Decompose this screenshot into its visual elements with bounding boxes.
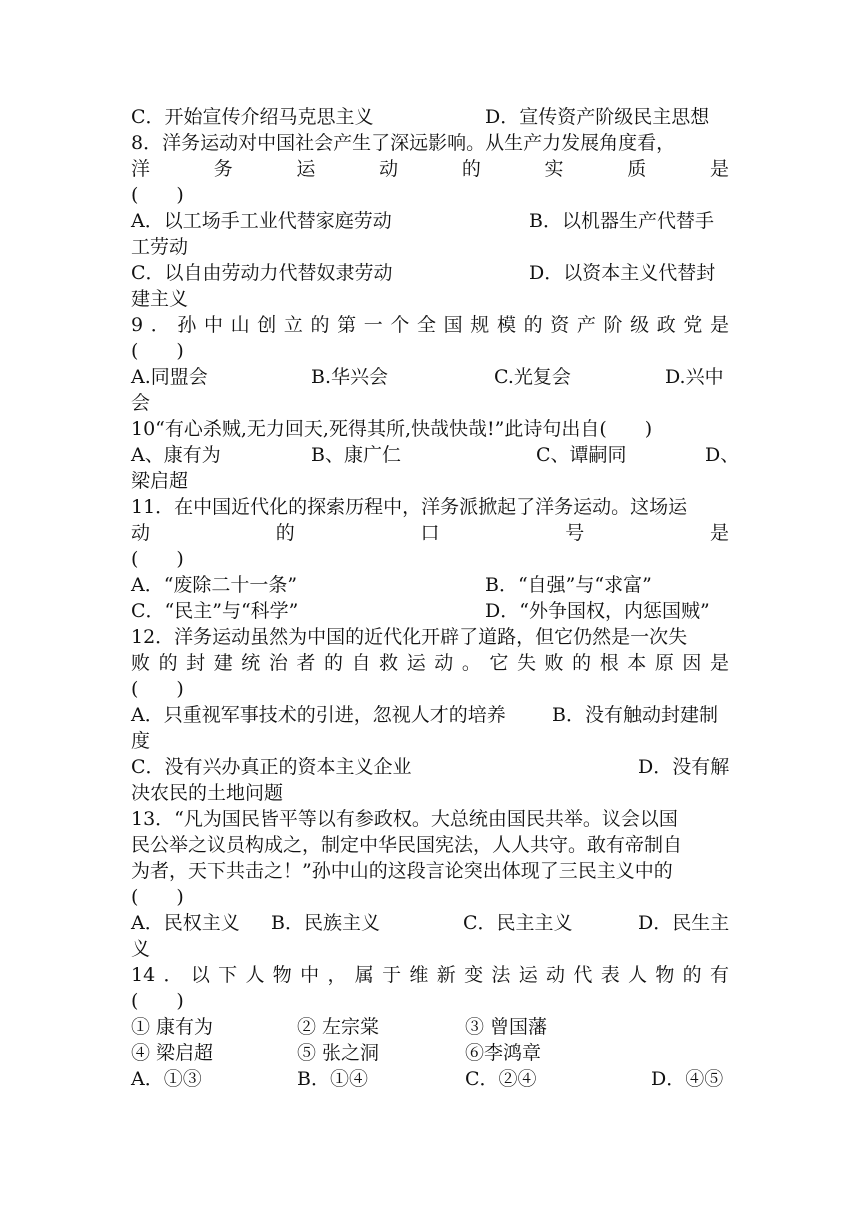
- q11-option-b: B．“自强”与“求富”: [485, 574, 652, 596]
- q13-option-d: D．民生主: [638, 912, 730, 934]
- q8-option-b-continued: 工劳动: [131, 236, 189, 258]
- q14-stem: 14．以下人物中，属于维新变法运动代表人物的有: [131, 964, 729, 986]
- q14-item-2: ② 左宗棠: [297, 1016, 380, 1038]
- q13-option-d-continued: 义: [131, 938, 151, 960]
- q14-item-5: ⑤ 张之洞: [297, 1042, 380, 1064]
- q11-option-a: A．“废除二十一条”: [131, 574, 298, 596]
- q14-item-3: ③ 曾国藩: [465, 1016, 548, 1038]
- q13-option-a: A．民权主义: [131, 912, 240, 934]
- q8-option-c: C．以自由劳动力代替奴隶劳动: [131, 262, 393, 284]
- q14-option-b: B．①④: [297, 1068, 368, 1090]
- q9-option-c: C.光复会: [494, 366, 571, 388]
- q10-option-c: C、谭嗣同: [536, 444, 627, 466]
- q14-option-d: D．④⑤: [651, 1068, 724, 1090]
- q14-item-6: ⑥李鸿章: [465, 1042, 542, 1064]
- q13-option-c: C．民主主义: [463, 912, 573, 934]
- q14-items-row-2: [131, 1040, 729, 1066]
- q9-option-d: D.兴中: [665, 366, 724, 388]
- q9-option-d-continued: 会: [131, 392, 151, 414]
- q10-options-row: [131, 442, 740, 468]
- q11-options-row-1: [131, 572, 729, 598]
- q13-answer-paren: ( ): [131, 886, 184, 908]
- q9-option-a: A.同盟会: [131, 366, 208, 388]
- q9-stem: 9．孙中山创立的第一个全国规模的资产阶级政党是: [131, 314, 729, 336]
- q8-option-d: D．以资本主义代替封: [529, 262, 716, 284]
- q12-option-b-continued: 度: [131, 730, 151, 752]
- q11-option-d: D．“外争国权，内惩国贼”: [485, 600, 710, 622]
- q7-option-c: C．开始宣传介绍马克思主义: [131, 106, 374, 128]
- q11-stem-line-2: 动 的 口 号 是: [131, 522, 729, 544]
- q9-answer-paren: ( ): [131, 340, 184, 362]
- q13-stem-line-3: 为者，天下共击之！”孙中山的这段言论突出体现了三民主义中的: [131, 860, 673, 882]
- q8-option-d-continued: 建主义: [131, 288, 189, 310]
- q12-option-c: C．没有兴办真正的资本主义企业: [131, 756, 412, 778]
- q14-item-1: ① 康有为: [131, 1016, 214, 1038]
- q8-option-a: A．以工场手工业代替家庭劳动: [131, 210, 392, 232]
- q9-options-row: [131, 364, 729, 390]
- q8-option-b: B．以机器生产代替手: [529, 210, 714, 232]
- q14-answer-paren: ( ): [131, 990, 184, 1012]
- q10-option-d-continued: 梁启超: [131, 470, 189, 492]
- q8-options-row-1: [131, 208, 729, 234]
- q14-item-4: ④ 梁启超: [131, 1042, 214, 1064]
- q12-options-row-1: [131, 702, 729, 728]
- q8-options-row-2: [131, 260, 729, 286]
- q13-options-row: [131, 910, 729, 936]
- q9-option-b: B.华兴会: [311, 366, 389, 388]
- q7-option-d: D．宣传资产阶级民主思想: [485, 106, 710, 128]
- q13-stem-line-2: 民公举之议员构成之，制定中华民国宪法，人人共守。敢有帝制自: [131, 834, 683, 856]
- q10-stem: 10“有心杀贼,无力回天,死得其所,快哉快哉!”此诗句出自( ): [131, 418, 653, 440]
- q12-option-a: A．只重视军事技术的引进，忽视人才的培养: [131, 704, 506, 726]
- q11-answer-paren: ( ): [131, 548, 184, 570]
- q12-options-row-2: [131, 754, 729, 780]
- q11-option-c: C．“民主”与“科学”: [131, 600, 299, 622]
- q14-items-row-1: [131, 1014, 729, 1040]
- q10-option-b: B、康广仁: [311, 444, 401, 466]
- q12-stem-line-1: 12．洋务运动虽然为中国的近代化开辟了道路，但它仍然是一次失: [131, 626, 688, 648]
- q8-stem-line-2: 洋 务 运 动 的 实 质 是: [131, 158, 729, 180]
- q14-options-row: [131, 1066, 729, 1092]
- q12-answer-paren: ( ): [131, 678, 184, 700]
- q12-stem-line-2: 败的封建统治者的自救运动。它失败的根本原因是: [131, 652, 729, 674]
- q8-answer-paren: ( ): [131, 184, 184, 206]
- q11-stem-line-1: 11．在中国近代化的探索历程中，洋务派掀起了洋务运动。这场运: [131, 496, 688, 518]
- q10-option-a: A、康有为: [131, 444, 221, 466]
- q10-option-d: D、: [705, 444, 740, 466]
- q8-stem-line-1: 8．洋务运动对中国社会产生了深远影响。从生产力发展角度看，: [131, 132, 676, 154]
- q12-option-b: B．没有触动封建制: [552, 704, 718, 726]
- q12-option-d-continued: 决农民的土地问题: [131, 782, 284, 804]
- q14-option-c: C．②④: [465, 1068, 537, 1090]
- q13-option-b: B．民族主义: [271, 912, 380, 934]
- q14-option-a: A．①③: [131, 1068, 202, 1090]
- q11-options-row-2: [131, 598, 729, 624]
- q12-option-d: D．没有解: [638, 756, 730, 778]
- q7-options-row: [131, 104, 729, 130]
- q13-stem-line-1: 13．“凡为国民皆平等以有参政权。大总统由国民共举。议会以国: [131, 808, 678, 830]
